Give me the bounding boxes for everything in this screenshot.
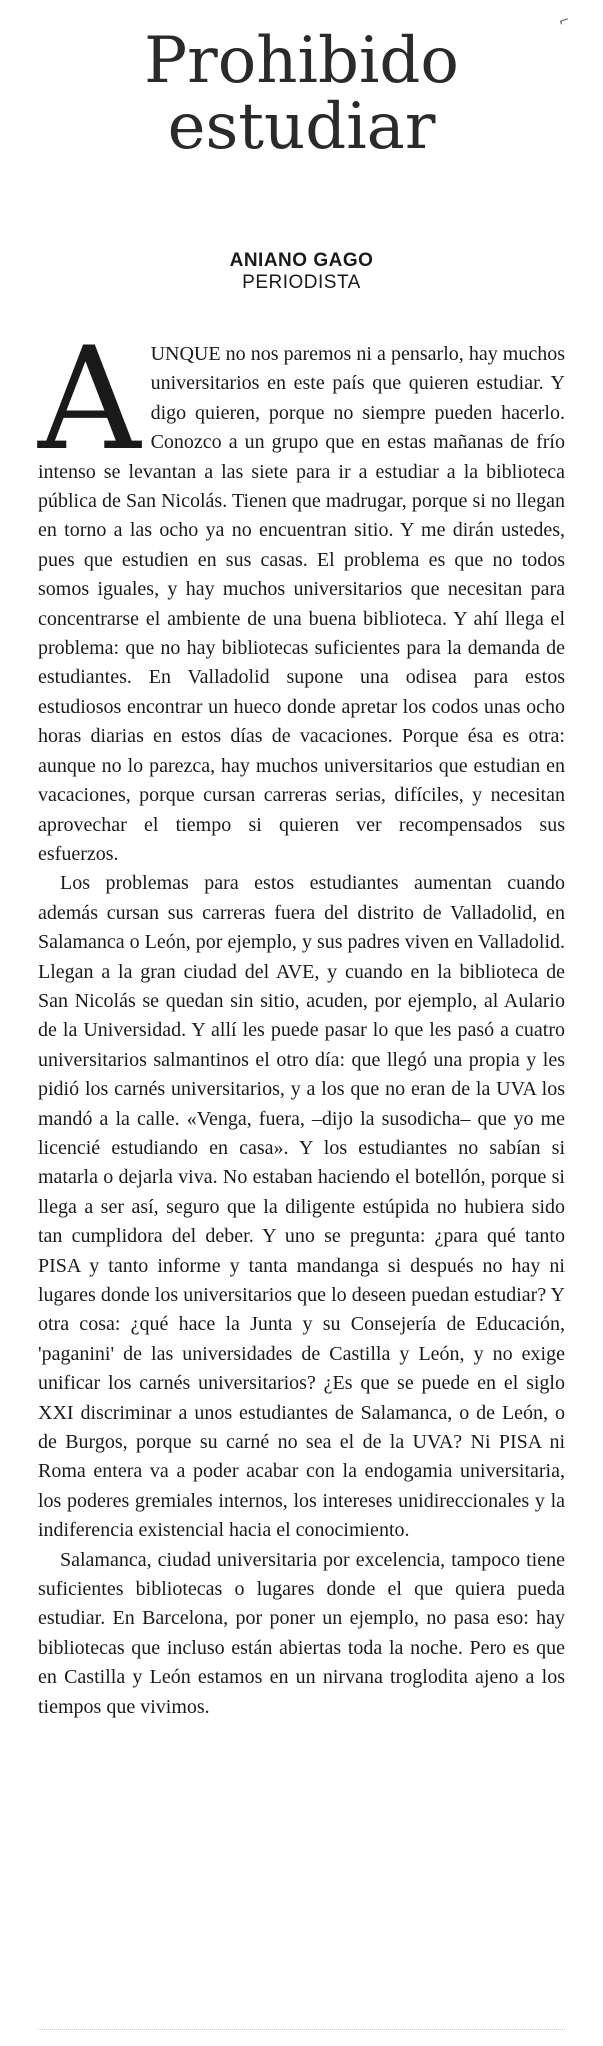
title-line-2: estudiar xyxy=(167,90,436,164)
byline xyxy=(0,250,603,294)
paragraph-1 xyxy=(38,317,565,869)
scan-edge-artifact xyxy=(38,2023,565,2030)
paragraph-2: Los problemas para estos estudiantes aumentan cuando además cursan sus carreras fuera del distrito de Valladolid, en Salamanca o León, por ejemplo, y sus padres viven en Valladolid. Llegan a la gran ciudad del AVE, y cuando en la biblioteca de San Nicolás se quedan sin sitio, acuden, por ejemplo, al Aulario de la Universidad. Y allí les puede pasar lo que les pasó a cuatro universitarios salmantinos el otro día: que llegó una propia y les pidió los carnés universitarios, y a los que no eran de la UVA los mandó a la calle. «Venga, fuera, –dijo la susodicha– que yo me licencié estudiando en casa». Y los estudiantes no sabían si matarla o dejarla viva. No estaban haciendo el botellón, porque si llega a ser así, seguro que la diligente estúpida no hubiera sido tan cumplidora del deber. Y uno se pregunta: ¿para qué tanto PISA y tanto informe y tanta mandanga si después no hay ni lugares donde los universitarios que lo deseen puedan estudiar? Y otra cosa: ¿qué hace la Junta y su Consejería de Educación, 'paganini' de las universidades de Castilla y León, y no exige unificar los carnés universitarios? ¿Es que se puede en el siglo XXI discriminar a unos estudiantes de Salamanca, o de León, o de Burgos, porque su carné no sea el de la UVA? Ni PISA ni Roma entera va a poder acabar con la endogamia universitaria, los poderes gremiales internos, los intereses unidireccionales y la indiferencia existencial hacia el conocimiento. xyxy=(38,872,565,1542)
drop-cap: A xyxy=(38,317,141,482)
title-line-1: Prohibido xyxy=(144,24,459,98)
article-title xyxy=(0,24,603,164)
paragraph-1-text: UNQUE no nos paremos ni a pensarlo, hay muchos universitarios en este país que quieren estudiar. Y digo quieren, porque no siempre pueden hacerlo. Conozco a un grupo que en estas mañanas de frío intenso se levantan a las siete para ir a estudiar a la biblioteca pública de San Nicolás. Tienen que madrugar, porque si no llegan en torno a las ocho ya no encuentran sitio. Y me dirán ustedes, pues que estudien en sus casas. El problema es que no todos somos iguales, y hay muchos universitarios que necesitan para concentrarse el ambiente de una buena biblioteca. Y ahí llega el problema: que no hay bibliotecas suficientes para la demanda de estudiantes. En Valladolid supone una odisea para estos estudiosos encontrar un hueco donde apretar los codos unas ocho horas diarias en estos días de vacaciones. Porque ésa es otra: aunque no lo parezca, hay muchos universitarios que estudian en vacaciones, porque cursan carreras serias, difíciles, y necesitan aprovechar el tiempo si quieren ver recompensados sus esfuerzos. xyxy=(38,343,565,865)
author-role: PERIODISTA xyxy=(242,272,361,293)
article-body xyxy=(38,317,565,1722)
scan-mark: ⌐ xyxy=(556,12,573,31)
author-name: ANIANO GAGO xyxy=(229,250,374,271)
paragraph-3: Salamanca, ciudad universitaria por excelencia, tampoco tiene suficientes bibliotecas o lugares donde el que quiera pueda estudiar. En Barcelona, por poner un ejemplo, no pasa eso: hay bibliotecas que incluso están abiertas toda la noche. Pero es que en Castilla y León estamos en un nirvana troglodita ajeno a los tiempos que vivimos. xyxy=(38,1548,565,1718)
